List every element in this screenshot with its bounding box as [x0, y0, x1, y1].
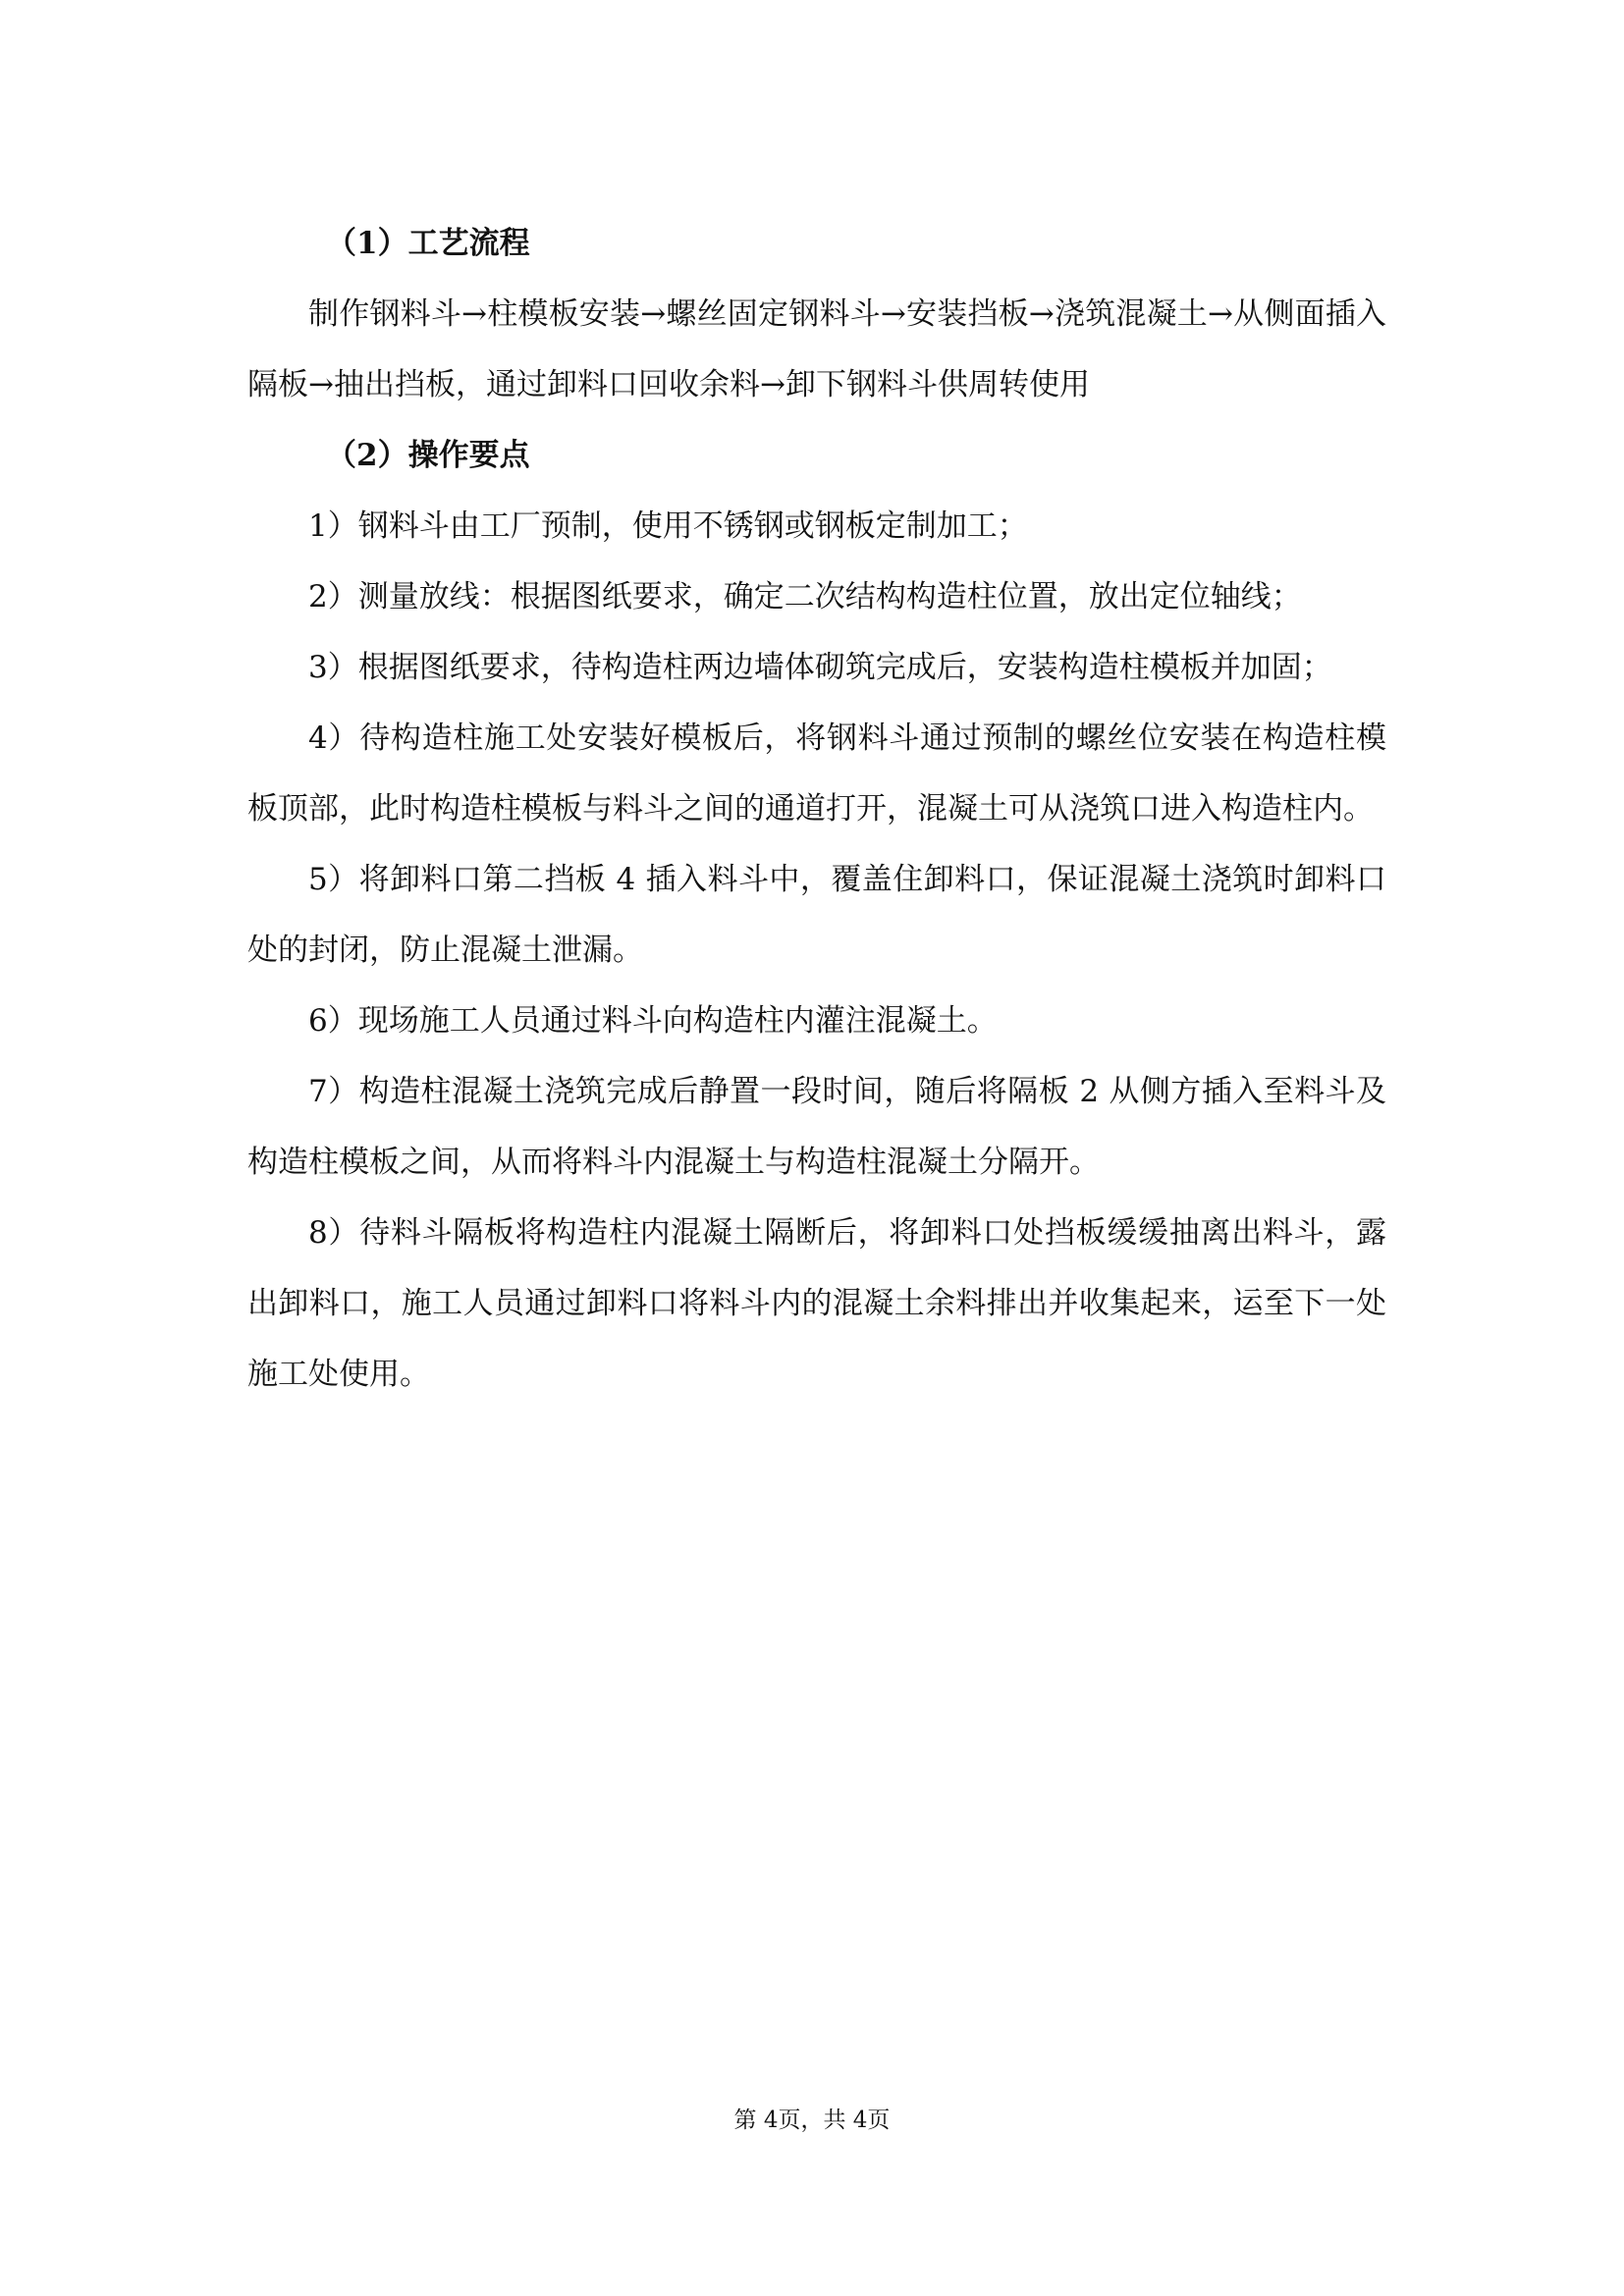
key-point-item: 4）待构造柱施工处安装好模板后，将钢料斗通过预制的螺丝位安装在构造柱模板顶部，此时构造柱模板与料斗之间的通道打开，混凝土可从浇筑口进入构造柱内。	[247, 721, 1386, 827]
key-point-item: 7）构造柱混凝土浇筑完成后静置一段时间，随后将隔板 2 从侧方插入至料斗及构造柱模板之间，从而将料斗内混凝土与构造柱混凝土分隔开。	[247, 1074, 1386, 1180]
key-point-item: 6）现场施工人员通过料斗向构造柱内灌注混凝土。	[308, 1003, 998, 1039]
process-flow-paragraph: 制作钢料斗→柱模板安装→螺丝固定钢料斗→安装挡板→浇筑混凝土→从侧面插入隔板→抽出挡板，通过卸料口回收余料→卸下钢料斗供周转使用	[247, 296, 1386, 402]
key-point-item: 2）测量放线：根据图纸要求，确定二次结构构造柱位置，放出定位轴线；	[308, 579, 1302, 614]
key-point-item: 3）根据图纸要求，待构造柱两边墙体砌筑完成后，安装构造柱模板并加固；	[308, 650, 1332, 685]
page-content	[247, 208, 1386, 1410]
key-point-item: 5）将卸料口第二挡板 4 插入料斗中，覆盖住卸料口，保证混凝土浇筑时卸料口处的封闭，防止混凝土泄漏。	[247, 862, 1386, 968]
page-number-footer: 第 4页，共 4页	[733, 2108, 891, 2133]
section-heading-process-flow: （1）工艺流程	[326, 226, 530, 261]
section-heading-key-points: （2）操作要点	[326, 438, 530, 473]
key-point-item: 1）钢料斗由工厂预制，使用不锈钢或钢板定制加工；	[308, 508, 1028, 544]
key-point-item: 8）待料斗隔板将构造柱内混凝土隔断后，将卸料口处挡板缓缓抽离出料斗，露出卸料口，施工人员通过卸料口将料斗内的混凝土余料排出并收集起来，运至下一处施工处使用。	[247, 1215, 1386, 1392]
